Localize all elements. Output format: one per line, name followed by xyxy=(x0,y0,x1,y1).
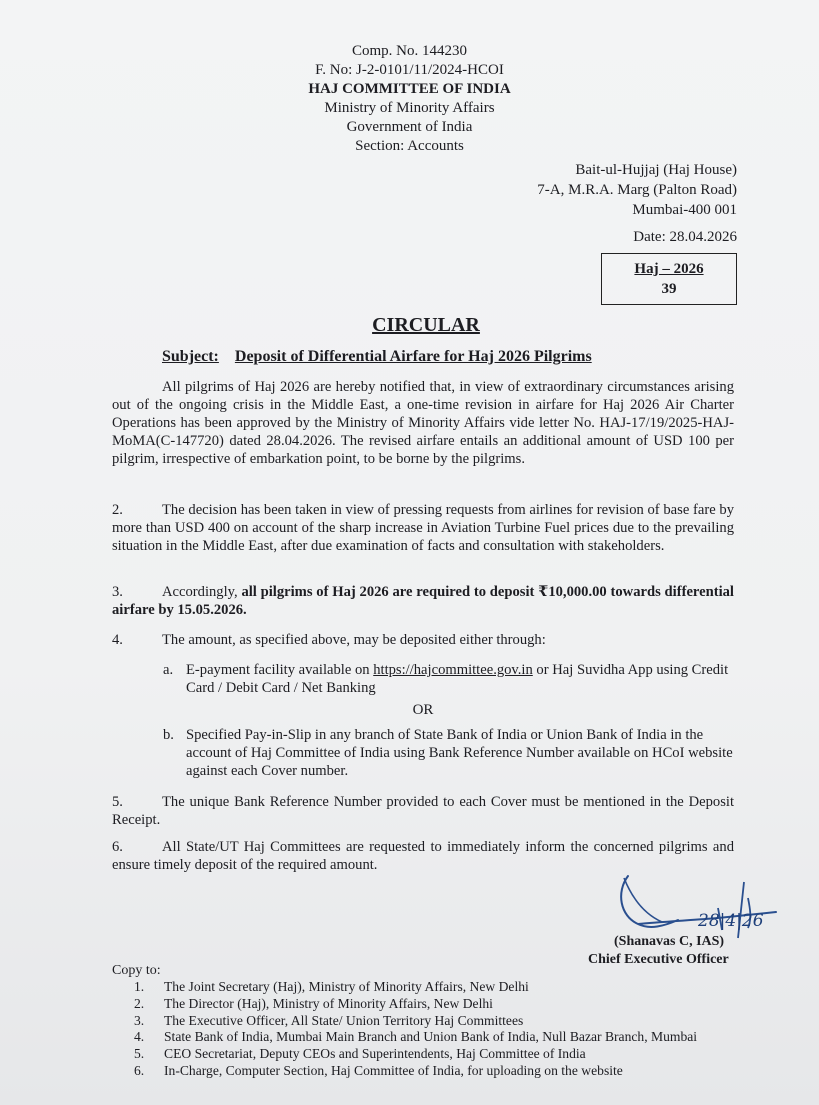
item-text: The Joint Secretary (Haj), Ministry of Minority Affairs, New Delhi xyxy=(164,979,529,994)
file-number: F. No: J-2-0101/11/2024-HCOI xyxy=(315,62,504,78)
comp-number: Comp. No. 144230 xyxy=(351,43,467,59)
item-number: 5. xyxy=(134,1046,145,1062)
subject-label: Subject: xyxy=(162,348,219,365)
list-item xyxy=(134,1029,697,1046)
reference-box xyxy=(601,253,737,305)
paragraph-4 xyxy=(112,631,734,649)
paragraph-5 xyxy=(112,793,734,829)
letterhead xyxy=(0,42,819,156)
address-line: Mumbai-400 001 xyxy=(632,202,737,218)
option-text: or Haj Suvidha App using Credit Card / Debit Card / Net Banking xyxy=(186,662,729,696)
item-text: In-Charge, Computer Section, Haj Committee of India, for uploading on the website xyxy=(164,1062,623,1078)
paragraph-number: 4. xyxy=(112,632,123,648)
list-item xyxy=(134,979,697,996)
option-letter: b. xyxy=(163,727,174,743)
signature-date: 28|4|26 xyxy=(698,911,764,931)
list-item xyxy=(134,1046,697,1063)
list-item xyxy=(134,1063,697,1080)
organization-name: HAJ COMMITTEE OF INDIA xyxy=(308,81,511,97)
item-number: 4. xyxy=(134,1029,145,1045)
section-name: Section: Accounts xyxy=(355,138,464,154)
circular-date: Date: 28.04.2026 xyxy=(633,229,737,245)
paragraph-number: 3. xyxy=(112,584,123,600)
paragraph-number: 2. xyxy=(112,502,123,518)
deposit-requirement: all pilgrims of Haj 2026 are required to deposit ₹10,000.00 towards differential airfare by 15.05.2026. xyxy=(112,584,734,618)
option-letter: a. xyxy=(163,662,174,678)
list-item xyxy=(134,996,697,1013)
item-number: 6. xyxy=(134,1062,145,1078)
paragraph-1: All pilgrims of Haj 2026 are hereby notified that, in view of extraordinary circumstances arising out of the ongoing crisis in the Middle East, a one-time revision in airfare for Haj 2026 Air Charter Operations has been approved by the Ministry of Minority Affairs vide letter No. HAJ-17/19/2025-HAJ-MoMA(C-147720) dated 28.04.2026. The revised airfare entails an additional amount of USD 100 per pilgrim, irrespective of embarkation point, to be borne by the pilgrims. xyxy=(112,379,734,467)
or-separator: OR xyxy=(412,702,434,718)
option-text: Specified Pay-in-Slip in any branch of State Bank of India or Union Bank of India in the account of Haj Committee of India using Bank Reference Number available on HCoI website against each Cover number. xyxy=(186,727,733,779)
page-title: CIRCULAR xyxy=(372,314,480,336)
ministry-name: Ministry of Minority Affairs xyxy=(324,100,495,116)
option-text: E-payment facility available on xyxy=(186,662,374,678)
paragraph-text: All State/UT Haj Committees are requested to immediately inform the concerned pilgrims and ensure timely deposit of the required amount. xyxy=(112,839,734,873)
paragraph-number: 6. xyxy=(112,839,123,855)
paragraph-3 xyxy=(112,583,734,619)
item-number: 2. xyxy=(134,995,145,1011)
reference-number: 39 xyxy=(661,281,677,297)
paragraph-text: The decision has been taken in view of pressing requests from airlines for revision of base fare by more than USD 400 on account of the sharp increase in Aviation Turbine Fuel prices due to the prevailing situation in the Middle East, after due examination of facts and consultation with stakeholders. xyxy=(112,502,734,554)
paragraph-text: The amount, as specified above, may be deposited either through: xyxy=(162,632,546,648)
haj-committee-link[interactable]: https://hajcommittee.gov.in xyxy=(373,662,533,678)
paragraph-number: 5. xyxy=(112,794,123,810)
address-line: 7-A, M.R.A. Marg (Palton Road) xyxy=(537,182,737,198)
item-text: CEO Secretariat, Deputy CEOs and Superintendents, Haj Committee of India xyxy=(164,1046,586,1062)
item-text: The Director (Haj), Ministry of Minority Affairs, New Delhi xyxy=(164,995,493,1011)
government-name: Government of India xyxy=(346,119,473,135)
address-line: Bait-ul-Hujjaj (Haj House) xyxy=(575,162,737,178)
payment-option-b xyxy=(163,726,738,780)
signatory-designation: Chief Executive Officer xyxy=(588,952,729,967)
signatory-name: (Shanavas C, IAS) xyxy=(614,934,725,949)
copy-to-label: Copy to: xyxy=(112,963,161,978)
paragraph-2 xyxy=(112,501,734,555)
item-text: State Bank of India, Mumbai Main Branch and Union Bank of India, Null Bazar Branch, Mumbai xyxy=(164,1029,698,1045)
subject-text: Deposit of Differential Airfare for Haj 2026 Pilgrims xyxy=(234,348,592,365)
item-number: 1. xyxy=(134,979,145,994)
paragraph-text: The unique Bank Reference Number provided to each Cover must be mentioned in the Deposit Receipt. xyxy=(112,794,734,828)
reference-series: Haj – 2026 xyxy=(634,261,704,277)
item-number: 3. xyxy=(134,1012,145,1028)
paragraph-text: Accordingly, xyxy=(162,584,242,600)
item-text: The Executive Officer, All State/ Union Territory Haj Committees xyxy=(164,1012,524,1028)
office-address xyxy=(537,160,737,220)
list-item xyxy=(134,1013,697,1030)
copy-to-list xyxy=(134,979,697,1080)
payment-option-a xyxy=(163,661,738,697)
subject-line xyxy=(162,348,592,366)
